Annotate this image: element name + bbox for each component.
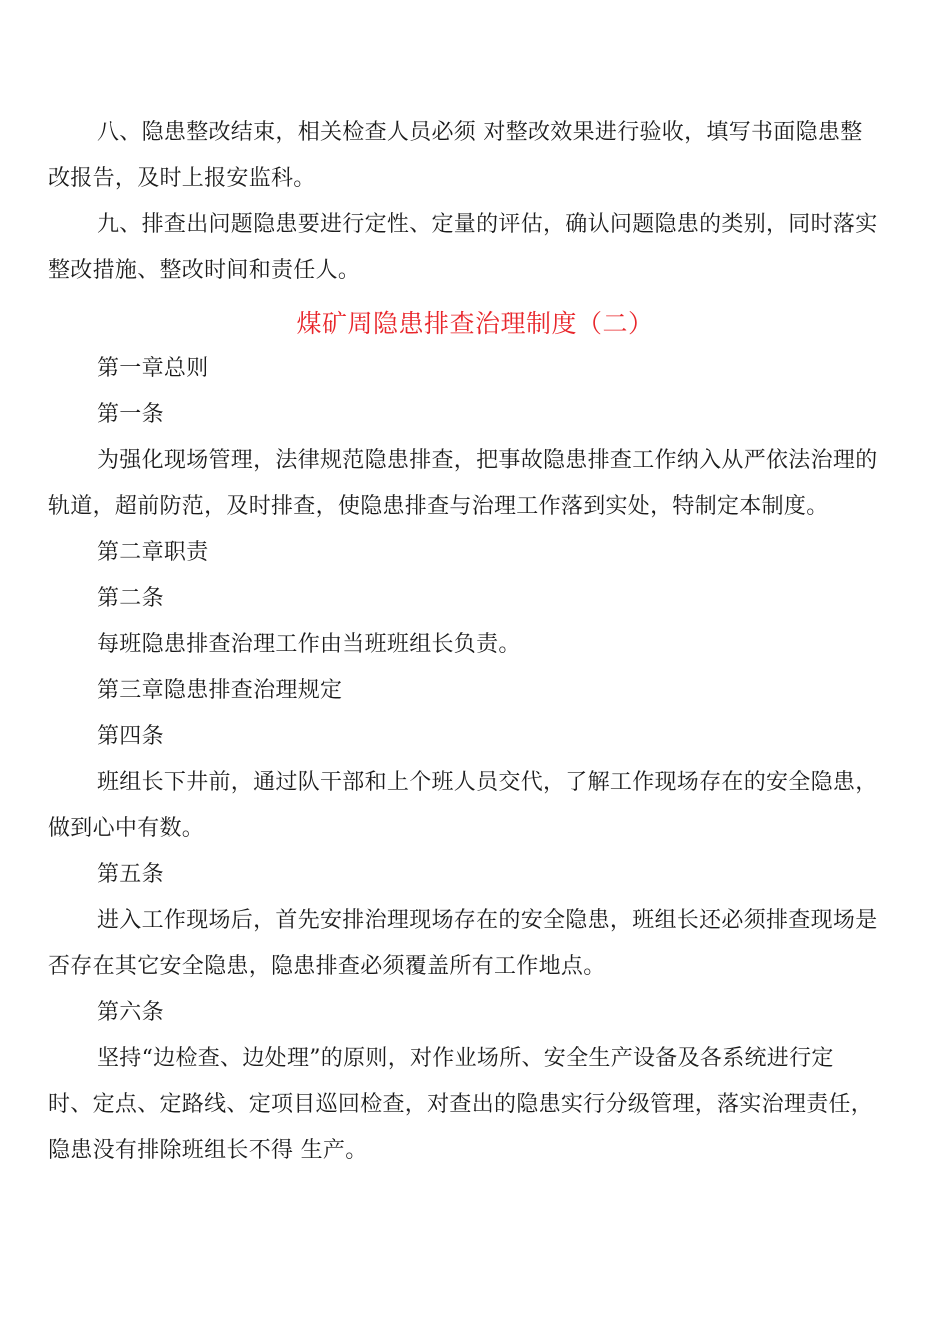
body-text-line: 做到心中有数。	[48, 816, 205, 841]
body-text-line: 为强化现场管理，法律规范隐患排查，把事故隐患排查工作纳入从严依法治理的	[97, 448, 878, 473]
document-title: 煤矿周隐患排查治理制度（二）	[296, 309, 654, 338]
body-text-line: 隐患没有排除班组长不得 生产。	[48, 1138, 368, 1163]
article-heading: 第五条	[97, 862, 164, 887]
body-text-line: 否存在其它安全隐患，隐患排查必须覆盖所有工作地点。	[48, 954, 606, 979]
article-heading: 第二条	[97, 586, 164, 611]
body-text-line: 班组长下井前，通过队干部和上个班人员交代，了解工作现场存在的安全隐患，	[97, 770, 878, 795]
chapter-heading: 第三章隐患排查治理规定	[97, 678, 343, 703]
article-heading: 第一条	[97, 402, 164, 427]
chapter-heading: 第二章职责	[97, 540, 209, 565]
article-heading: 第六条	[97, 1000, 164, 1025]
paragraph-eight-line-1: 八、隐患整改结束，相关检查人员必须 对整改效果进行验收，填写书面隐患整	[97, 120, 863, 145]
chapter-heading: 第一章总则	[97, 356, 209, 381]
body-text-line: 进入工作现场后，首先安排治理现场存在的安全隐患，班组长还必须排查现场是	[97, 908, 878, 933]
body-text-line: 每班隐患排查治理工作由当班班组长负责。	[97, 632, 521, 657]
paragraph-nine-line-1: 九、排查出问题隐患要进行定性、定量的评估，确认问题隐患的类别，同时落实	[97, 212, 878, 237]
article-heading: 第四条	[97, 724, 164, 749]
body-text-line: 时、定点、定路线、定项目巡回检查，对查出的隐患实行分级管理，落实治理责任，	[48, 1092, 874, 1117]
body-text-line: 坚持“边检查、边处理”的原则，对作业场所、安全生产设备及各系统进行定	[97, 1046, 834, 1071]
paragraph-eight-line-2: 改报告，及时上报安监科。	[48, 166, 316, 191]
paragraph-nine-line-2: 整改措施、整改时间和责任人。	[48, 258, 361, 283]
body-text-line: 轨道，超前防范，及时排查，使隐患排查与治理工作落到实处，特制定本制度。	[48, 494, 829, 519]
